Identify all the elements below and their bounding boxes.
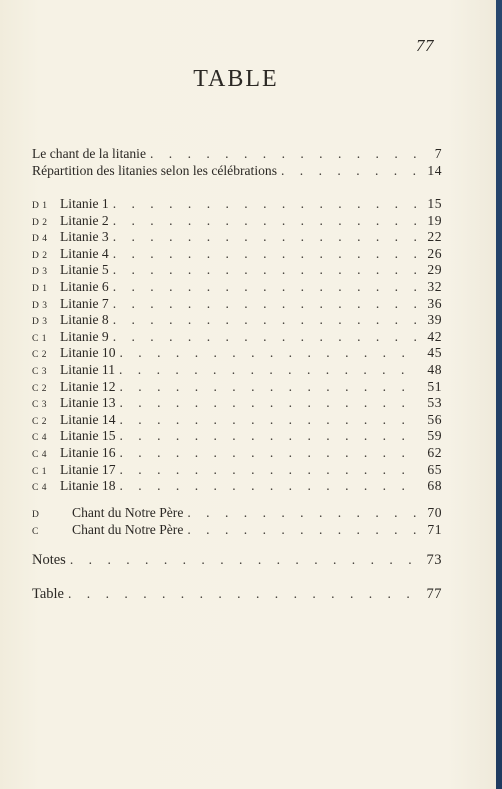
entry-code: C 2 [32, 350, 47, 361]
toc-litanies [32, 196, 442, 495]
page-edge [496, 0, 502, 789]
dot-leader [120, 462, 421, 479]
entry-page: 70 [427, 505, 442, 520]
entry-label: Litanie 1 [60, 196, 109, 211]
dot-leader [113, 246, 420, 263]
entry-label: Litanie 16 [60, 444, 116, 460]
entry-page: 36 [427, 295, 442, 311]
toc-entry [32, 462, 442, 479]
toc-entry [32, 345, 442, 362]
entry-label: Litanie 11 [60, 361, 115, 377]
dot-leader [119, 362, 420, 379]
entry-label: Table [32, 586, 64, 602]
dot-leader [120, 478, 421, 495]
entry-page: 65 [427, 461, 442, 477]
dot-leader [187, 522, 420, 539]
dot-leader [120, 445, 421, 462]
dot-leader [113, 262, 420, 279]
toc-entry [32, 246, 442, 263]
entry-label: Le chant de la litanie [32, 146, 146, 161]
entry-page: 32 [427, 278, 442, 294]
entry-label: Litanie 4 [60, 245, 109, 261]
page-number: 77 [416, 36, 434, 55]
entry-label: Chant du Notre Père [72, 505, 184, 520]
entry-page: 29 [427, 262, 442, 278]
entry-code: C 4 [32, 433, 47, 444]
entry-code: D 2 [32, 250, 48, 261]
entry-code: C 3 [32, 366, 47, 377]
entry-code: D 1 [32, 283, 48, 294]
dot-leader [120, 379, 421, 396]
toc-entry [32, 296, 442, 313]
toc-entry [32, 279, 442, 296]
toc-entry [32, 163, 442, 180]
toc-entry [32, 379, 442, 396]
toc-entry [32, 229, 442, 246]
entry-label: Litanie 17 [60, 461, 116, 477]
entry-code: D 3 [32, 300, 48, 311]
entry-label: Notes [32, 552, 66, 568]
toc-entry [32, 213, 442, 230]
dot-leader [113, 329, 420, 346]
toc-entry [32, 478, 442, 495]
dot-leader [113, 296, 420, 313]
entry-page: 15 [427, 196, 442, 211]
dot-leader [120, 412, 421, 429]
toc-entry [32, 522, 442, 539]
toc-entry [32, 586, 442, 603]
entry-label: Répartition des litanies selon les célébrations [32, 162, 277, 178]
entry-label: Litanie 2 [60, 212, 109, 228]
dot-leader [187, 505, 420, 522]
entry-code: D 3 [32, 267, 48, 278]
entry-page: 45 [427, 345, 442, 361]
entry-code: C [32, 526, 39, 537]
toc-entry [32, 445, 442, 462]
entry-page: 39 [427, 312, 442, 328]
entry-label: Litanie 8 [60, 312, 109, 328]
toc-entry [32, 428, 442, 445]
entry-page: 56 [427, 411, 442, 427]
entry-label: Litanie 10 [60, 345, 116, 361]
dot-leader [120, 345, 421, 362]
dot-leader [113, 279, 420, 296]
dot-leader [120, 428, 421, 445]
dot-leader [113, 213, 420, 230]
entry-code: D [32, 510, 40, 520]
entry-page: 26 [427, 245, 442, 261]
entry-label: Litanie 13 [60, 395, 116, 411]
toc-entry [32, 395, 442, 412]
entry-label: Chant du Notre Père [72, 521, 184, 537]
toc-entry [32, 312, 442, 329]
entry-page: 59 [427, 428, 442, 444]
toc-table [32, 586, 442, 603]
entry-code: D 1 [32, 201, 48, 211]
entry-code: D 4 [32, 234, 48, 245]
entry-code: C 2 [32, 383, 47, 394]
entry-label: Litanie 6 [60, 278, 109, 294]
entry-code: C 4 [32, 483, 47, 494]
dot-leader [113, 312, 420, 329]
entry-code: C 1 [32, 333, 47, 344]
dot-leader [281, 163, 420, 180]
entry-page: 7 [434, 146, 442, 161]
entry-label: Litanie 9 [60, 328, 109, 344]
entry-label: Litanie 15 [60, 428, 116, 444]
entry-code: C 3 [32, 400, 47, 411]
toc-entry [32, 146, 442, 163]
toc-entry [32, 412, 442, 429]
toc-intro [32, 146, 442, 179]
dot-leader [113, 196, 420, 213]
entry-label: Litanie 18 [60, 478, 116, 494]
entry-code: D 2 [32, 217, 48, 228]
dot-leader [150, 146, 420, 163]
entry-page: 73 [426, 552, 442, 568]
entry-page: 77 [426, 586, 442, 602]
entry-page: 71 [427, 521, 442, 537]
dot-leader [68, 586, 420, 603]
toc-chants [32, 505, 442, 538]
entry-page: 68 [427, 478, 442, 494]
dot-leader [70, 552, 420, 569]
entry-code: C 2 [32, 416, 47, 427]
entry-page: 53 [427, 395, 442, 411]
entry-label: Litanie 7 [60, 295, 109, 311]
dot-leader [120, 395, 421, 412]
entry-page: 42 [427, 328, 442, 344]
entry-label: Litanie 5 [60, 262, 109, 278]
entry-page: 51 [427, 378, 442, 394]
entry-code: C 4 [32, 449, 47, 460]
entry-label: Litanie 3 [60, 229, 109, 245]
entry-label: Litanie 12 [60, 378, 116, 394]
page-title: TABLE [193, 66, 279, 92]
entry-page: 14 [427, 162, 442, 178]
entry-page: 48 [427, 361, 442, 377]
entry-label: Litanie 14 [60, 411, 116, 427]
entry-page: 62 [427, 444, 442, 460]
entry-page: 19 [427, 212, 442, 228]
entry-code: C 1 [32, 466, 47, 477]
toc-notes [32, 552, 442, 569]
toc-entry [32, 552, 442, 569]
entry-page: 22 [427, 229, 442, 245]
toc-entry [32, 262, 442, 279]
entry-code: D 3 [32, 317, 48, 328]
toc-entry [32, 362, 442, 379]
toc-entry [32, 505, 442, 522]
toc-entry [32, 329, 442, 346]
toc-entry [32, 196, 442, 213]
dot-leader [113, 229, 420, 246]
